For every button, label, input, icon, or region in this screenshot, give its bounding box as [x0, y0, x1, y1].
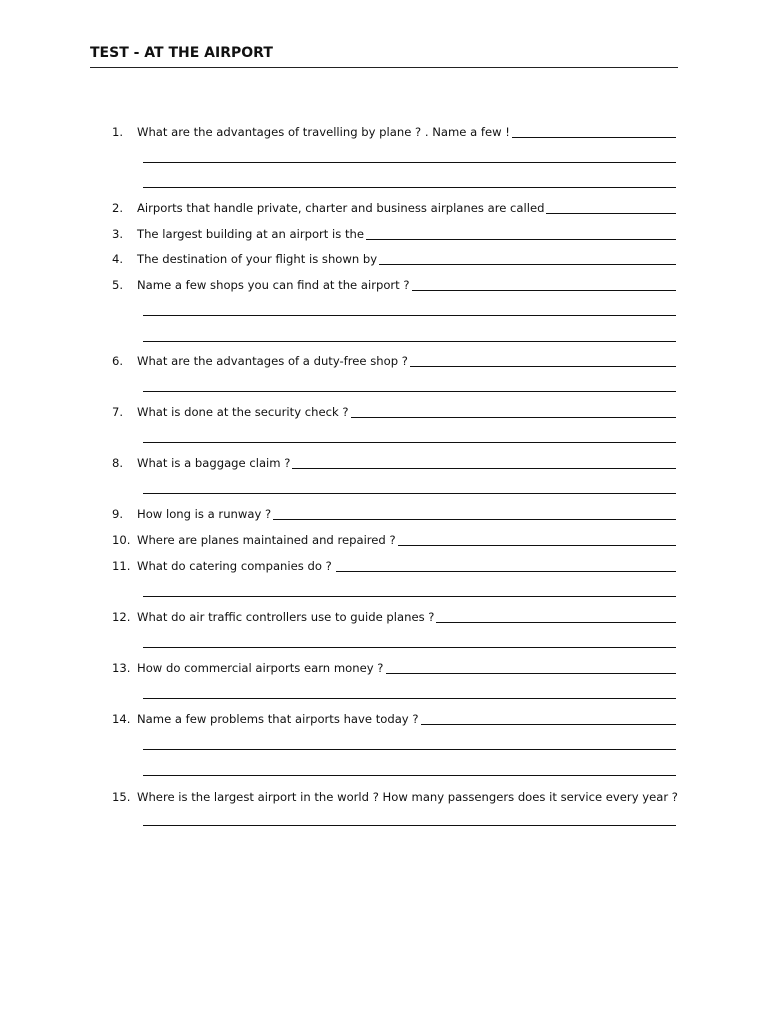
answer-line[interactable] [143, 775, 676, 776]
question-3 [112, 224, 676, 242]
answer-line[interactable] [143, 162, 676, 163]
answer-blank[interactable] [386, 673, 676, 674]
question-9 [112, 504, 676, 522]
answer-line[interactable] [143, 596, 676, 597]
question-text: What is a baggage claim ? [137, 456, 291, 470]
worksheet-header [90, 44, 678, 68]
question-number: 12. [112, 610, 131, 624]
question-text: What is done at the security check ? [137, 405, 349, 419]
question-text: How long is a runway ? [137, 507, 272, 521]
question-1 [112, 122, 676, 140]
question-number: 15. [112, 790, 131, 804]
question-text: Name a few shops you can find at the airport ? [137, 278, 410, 292]
answer-blank[interactable] [412, 290, 676, 291]
question-text: What are the advantages of travelling by plane ? . Name a few ! [137, 125, 510, 139]
answer-blank[interactable] [366, 239, 676, 240]
answer-blank[interactable] [512, 137, 676, 138]
question-number: 11. [112, 559, 131, 573]
answer-line[interactable] [143, 698, 676, 699]
question-number: 4. [112, 252, 124, 266]
question-text: The destination of your flight is shown by [137, 252, 378, 266]
question-14 [112, 709, 676, 727]
question-11 [112, 556, 676, 574]
question-number: 10. [112, 533, 131, 547]
question-number: 9. [112, 507, 124, 521]
question-8 [112, 453, 676, 471]
question-number: 7. [112, 405, 124, 419]
question-text: Airports that handle private, charter and business airplanes are called [137, 201, 545, 215]
question-text: What do catering companies do ? [137, 559, 332, 573]
question-number: 1. [112, 125, 124, 139]
answer-line[interactable] [143, 315, 676, 316]
question-15 [112, 787, 676, 805]
answer-blank[interactable] [292, 468, 676, 469]
answer-line[interactable] [143, 391, 676, 392]
answer-line[interactable] [143, 442, 676, 443]
answer-blank[interactable] [273, 519, 676, 520]
question-13 [112, 658, 676, 676]
answer-blank[interactable] [410, 366, 676, 367]
question-10 [112, 530, 676, 548]
answer-blank[interactable] [398, 545, 676, 546]
question-7 [112, 402, 676, 420]
question-number: 13. [112, 661, 131, 675]
answer-line[interactable] [143, 341, 676, 342]
question-number: 6. [112, 354, 124, 368]
answer-line[interactable] [143, 825, 676, 826]
answer-blank[interactable] [351, 417, 676, 418]
answer-blank[interactable] [379, 264, 676, 265]
answer-blank[interactable] [421, 724, 676, 725]
question-text: How do commercial airports earn money ? [137, 661, 384, 675]
question-number: 2. [112, 201, 124, 215]
answer-line[interactable] [143, 493, 676, 494]
question-text: Where are planes maintained and repaired ? [137, 533, 396, 547]
question-5 [112, 275, 676, 293]
answer-blank[interactable] [336, 571, 676, 572]
question-number: 3. [112, 227, 124, 241]
answer-line[interactable] [143, 647, 676, 648]
question-number: 14. [112, 712, 131, 726]
worksheet-title: TEST - AT THE AIRPORT [90, 45, 273, 61]
question-text: The largest building at an airport is the [137, 227, 365, 241]
answer-line[interactable] [143, 187, 676, 188]
answer-blank[interactable] [436, 622, 676, 623]
answer-line[interactable] [143, 749, 676, 750]
question-number: 5. [112, 278, 124, 292]
question-text: What do air traffic controllers use to guide planes ? [137, 610, 435, 624]
question-text: Name a few problems that airports have today ? [137, 712, 419, 726]
question-6 [112, 351, 676, 369]
question-number: 8. [112, 456, 124, 470]
question-4 [112, 249, 676, 267]
answer-blank[interactable] [546, 213, 676, 214]
question-2 [112, 198, 676, 216]
question-12 [112, 607, 676, 625]
question-text: What are the advantages of a duty-free shop ? [137, 354, 408, 368]
question-text: Where is the largest airport in the world ? How many passengers does it service every year ? [137, 790, 678, 804]
